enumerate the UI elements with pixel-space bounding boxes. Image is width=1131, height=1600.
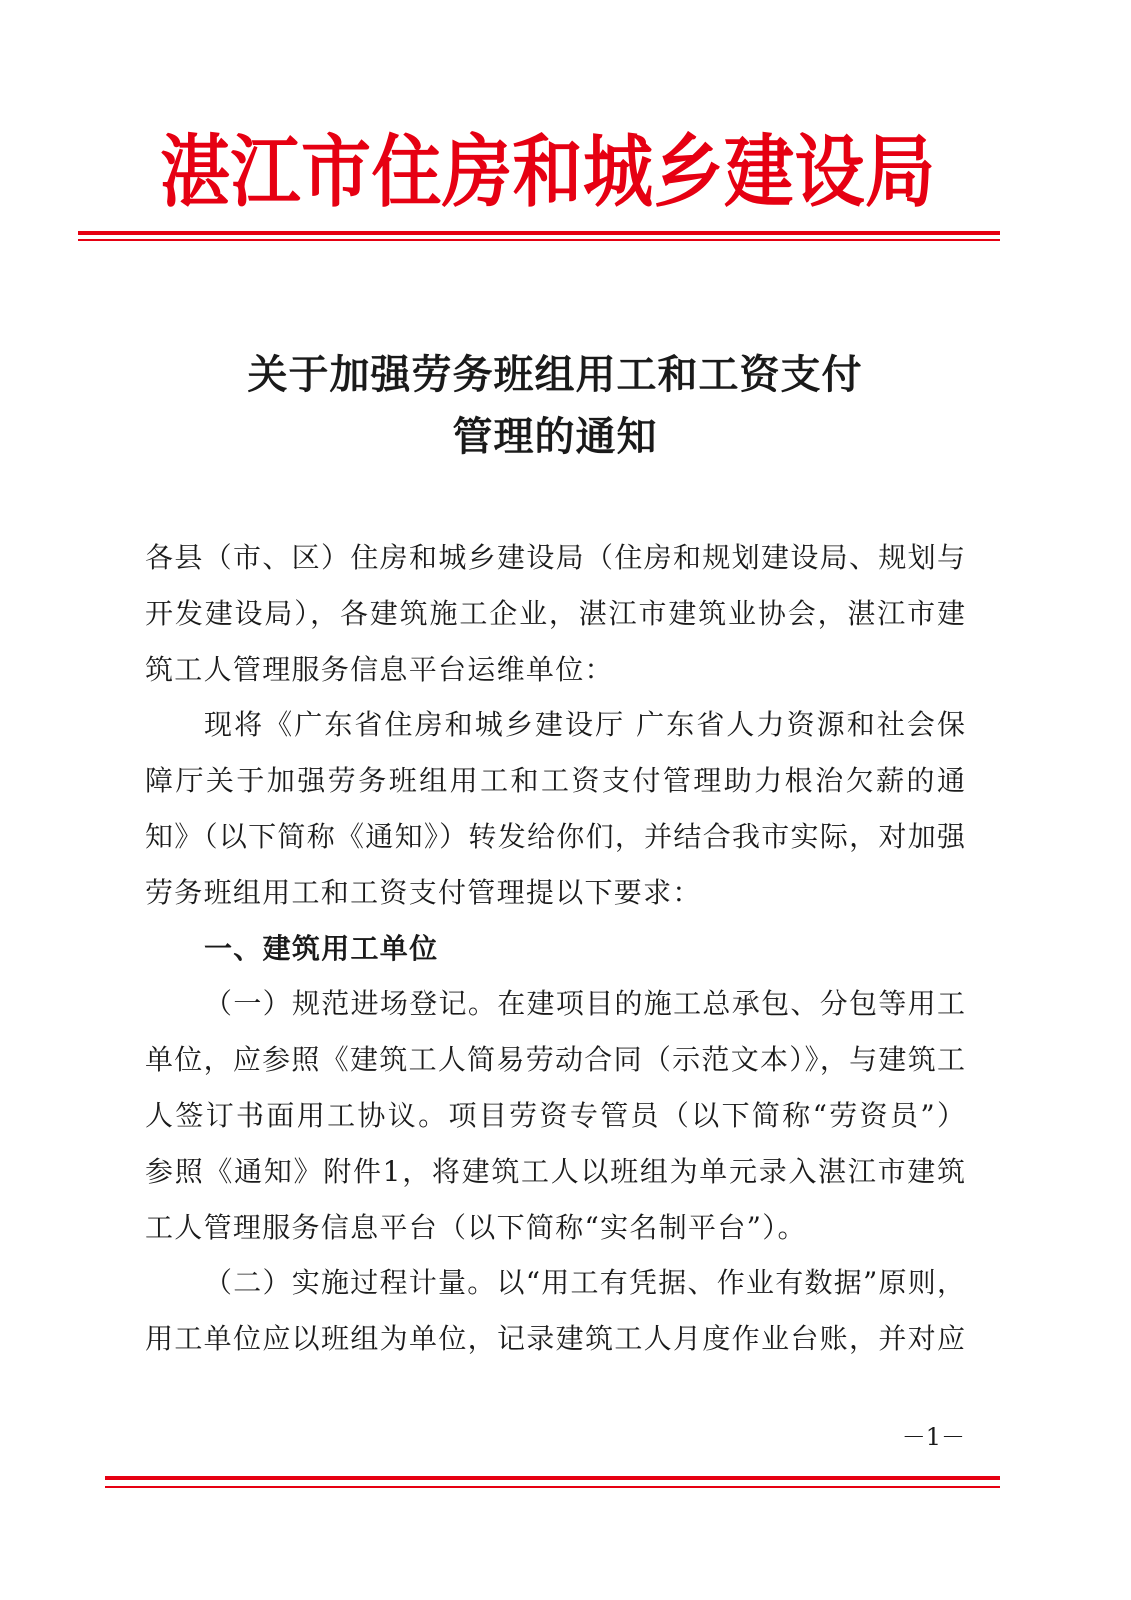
body-line: 劳务班组用工和工资支付管理提以下要求： — [145, 875, 702, 909]
title-line: 管理的通知 — [452, 413, 658, 460]
item-2-paragraph — [145, 1255, 965, 1367]
body-line: 障厅关于加强劳务班组用工和工资支付管理助力根治欠薪的通 — [145, 764, 965, 798]
letterhead-rule-thick — [78, 231, 1000, 235]
body-line: 工人管理服务信息平台（以下简称“实名制平台”）。 — [145, 1210, 807, 1244]
body-line: 知》（以下简称《通知》）转发给你们，并结合我市实际，对加强 — [145, 819, 965, 853]
addressee-paragraph — [145, 530, 965, 697]
body-line: 开发建设局），各建筑施工企业，湛江市建筑业协会，湛江市建 — [145, 596, 965, 630]
section-heading: 一、建筑用工单位 — [204, 931, 439, 965]
footer-rule-thick — [105, 1476, 1000, 1480]
letterhead-rule-thin — [78, 239, 1000, 241]
page-number: －1－ — [901, 1423, 965, 1451]
body-line: 筑工人管理服务信息平台运维单位： — [145, 652, 614, 686]
document-body — [145, 530, 965, 1367]
document-title — [145, 344, 965, 468]
title-line: 关于加强劳务班组用工和工资支付 — [247, 351, 863, 398]
body-line: 单位，应参照《建筑工人简易劳动合同（示范文本）》，与建筑工 — [145, 1043, 965, 1077]
letterhead-org-name: 湛江市住房和城乡建设局 — [160, 124, 935, 218]
body-line: （一）规范进场登记。在建项目的施工总承包、分包等用工 — [204, 987, 965, 1021]
intro-paragraph — [145, 697, 965, 920]
body-line: 用工单位应以班组为单位，记录建筑工人月度作业台账，并对应 — [145, 1322, 965, 1356]
body-line: 人签订书面用工协议。项目劳资专管员（以下简称“劳资员”） — [145, 1098, 965, 1132]
body-line: 各县（市、区）住房和城乡建设局（住房和规划建设局、规划与 — [145, 541, 965, 574]
body-line: 参照《通知》附件1，将建筑工人以班组为单元录入湛江市建筑 — [145, 1154, 965, 1188]
body-line: （二）实施过程计量。以“用工有凭据、作业有数据”原则， — [204, 1266, 965, 1300]
body-line: 现将《广东省住房和城乡建设厅 广东省人力资源和社会保 — [204, 708, 965, 742]
footer-rule-thin — [105, 1486, 1000, 1488]
item-1-paragraph — [145, 976, 965, 1255]
